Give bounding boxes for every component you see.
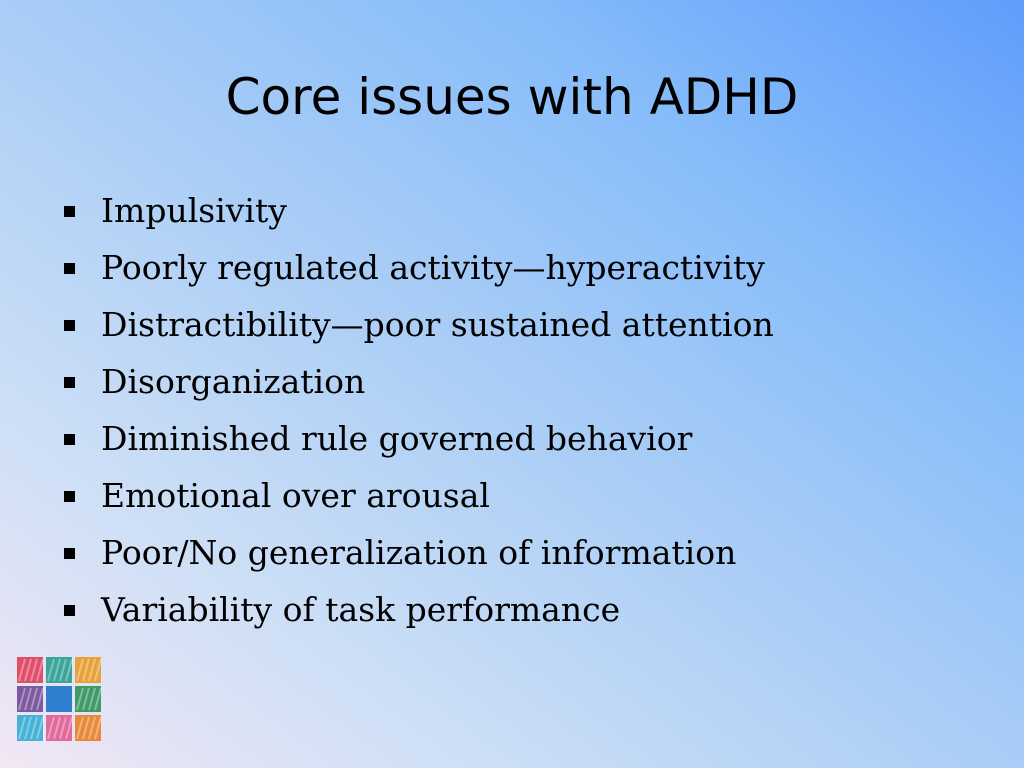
bullet-text: Poor/No generalization of information bbox=[101, 533, 737, 572]
bullet-text: Variability of task performance bbox=[101, 590, 621, 629]
logo-tile bbox=[17, 657, 43, 683]
square-bullet-icon bbox=[64, 491, 75, 502]
mosaic-logo-icon bbox=[16, 656, 106, 746]
bullet-text: Distractibility—poor sustained attention bbox=[101, 305, 774, 344]
slide-title: Core issues with ADHD bbox=[225, 68, 799, 126]
bullet-text: Emotional over arousal bbox=[101, 476, 490, 515]
square-bullet-icon bbox=[64, 548, 75, 559]
logo-tile bbox=[75, 657, 101, 683]
bullet-text: Diminished rule governed behavior bbox=[101, 419, 693, 458]
logo-tile bbox=[17, 686, 43, 712]
logo-tile bbox=[75, 686, 101, 712]
bullet-text: Poorly regulated activity—hyperactivity bbox=[101, 248, 765, 287]
square-bullet-icon bbox=[64, 605, 75, 616]
logo-tile bbox=[75, 715, 101, 741]
logo-tile bbox=[17, 715, 43, 741]
logo-tile bbox=[46, 657, 72, 683]
square-bullet-icon bbox=[64, 206, 75, 217]
logo-tile bbox=[46, 686, 72, 712]
bullet-text: Impulsivity bbox=[101, 191, 287, 230]
square-bullet-icon bbox=[64, 263, 75, 274]
square-bullet-icon bbox=[64, 320, 75, 331]
logo-tile bbox=[46, 715, 72, 741]
square-bullet-icon bbox=[64, 434, 75, 445]
square-bullet-icon bbox=[64, 377, 75, 388]
bullet-text: Disorganization bbox=[101, 362, 366, 401]
